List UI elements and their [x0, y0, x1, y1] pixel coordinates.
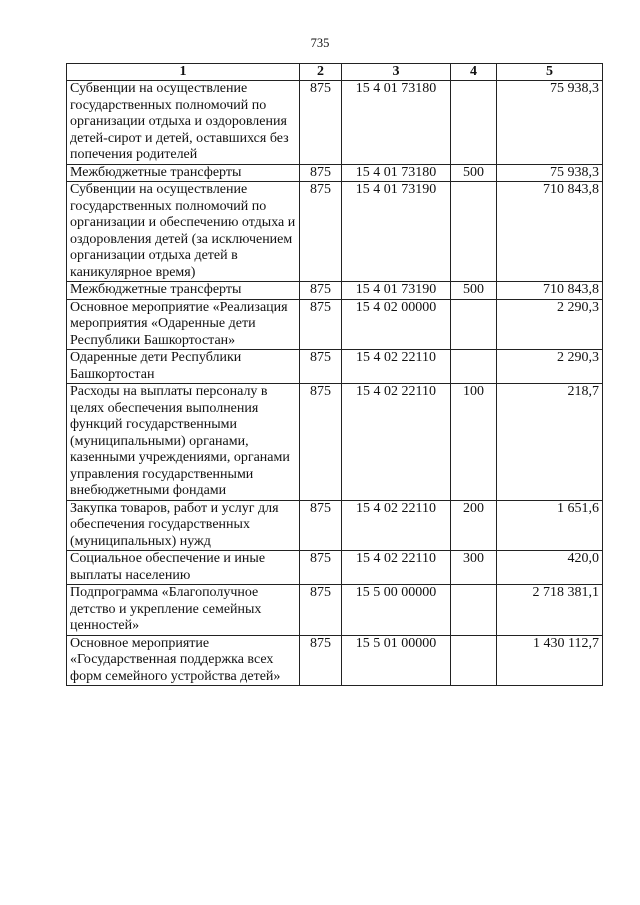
table-row	[67, 500, 603, 551]
cell-type	[451, 350, 497, 384]
cell-article: 15 4 02 22110	[342, 551, 451, 585]
header-col-1: 1	[67, 64, 300, 81]
cell-code: 875	[300, 585, 342, 636]
cell-type	[451, 299, 497, 350]
page-number: 735	[310, 36, 330, 50]
cell-name: Подпрограмма «Благополучное детство и укрепление семейных ценностей»	[67, 585, 300, 636]
cell-article: 15 4 02 22110	[342, 350, 451, 384]
cell-name: Субвенции на осуществление государственных полномочий по организации и обеспечению отдыха и оздоровления детей (за исключением организации отдыха детей в каникулярное время)	[67, 182, 300, 282]
cell-amount: 1 430 112,7	[497, 635, 603, 686]
cell-name: Основное мероприятие «Государственная поддержка всех форм семейного устройства детей»	[67, 635, 300, 686]
table-row	[67, 282, 603, 300]
cell-name: Межбюджетные трансферты	[67, 164, 300, 182]
cell-amount: 420,0	[497, 551, 603, 585]
table-row	[67, 585, 603, 636]
cell-article: 15 4 01 73190	[342, 282, 451, 300]
table-body	[67, 81, 603, 686]
cell-type: 500	[451, 164, 497, 182]
cell-article: 15 4 01 73180	[342, 81, 451, 165]
cell-code: 875	[300, 350, 342, 384]
cell-code: 875	[300, 299, 342, 350]
cell-type: 500	[451, 282, 497, 300]
cell-code: 875	[300, 164, 342, 182]
cell-type	[451, 81, 497, 165]
cell-article: 15 4 01 73180	[342, 164, 451, 182]
cell-article: 15 5 01 00000	[342, 635, 451, 686]
cell-code: 875	[300, 635, 342, 686]
cell-article: 15 4 02 22110	[342, 500, 451, 551]
header-col-3: 3	[342, 64, 451, 81]
cell-article: 15 4 02 00000	[342, 299, 451, 350]
table-row	[67, 350, 603, 384]
cell-type: 200	[451, 500, 497, 551]
cell-code: 875	[300, 384, 342, 501]
cell-code: 875	[300, 500, 342, 551]
cell-amount: 75 938,3	[497, 164, 603, 182]
cell-name: Межбюджетные трансферты	[67, 282, 300, 300]
budget-table	[66, 63, 603, 686]
cell-name: Расходы на выплаты персоналу в целях обеспечения выполнения функций государственными (муниципальными) органами, казенными учреждениями, органами управления государственными внебюджетными фондами	[67, 384, 300, 501]
table-row	[67, 551, 603, 585]
table-row	[67, 384, 603, 501]
cell-type	[451, 585, 497, 636]
table-row	[67, 299, 603, 350]
cell-name: Одаренные дети Республики Башкортостан	[67, 350, 300, 384]
cell-amount: 2 290,3	[497, 299, 603, 350]
cell-name: Субвенции на осуществление государственных полномочий по организации отдыха и оздоровления детей-сирот и детей, оставшихся без попечения родителей	[67, 81, 300, 165]
cell-amount: 2 718 381,1	[497, 585, 603, 636]
cell-name: Закупка товаров, работ и услуг для обеспечения государственных (муниципальных) нужд	[67, 500, 300, 551]
cell-code: 875	[300, 182, 342, 282]
table-row	[67, 81, 603, 165]
cell-amount: 2 290,3	[497, 350, 603, 384]
table-row	[67, 635, 603, 686]
cell-code: 875	[300, 81, 342, 165]
cell-article: 15 4 01 73190	[342, 182, 451, 282]
cell-amount: 710 843,8	[497, 182, 603, 282]
cell-article: 15 4 02 22110	[342, 384, 451, 501]
cell-name: Социальное обеспечение и иные выплаты населению	[67, 551, 300, 585]
cell-type: 300	[451, 551, 497, 585]
cell-code: 875	[300, 282, 342, 300]
header-col-5: 5	[497, 64, 603, 81]
header-row	[67, 64, 603, 81]
cell-amount: 1 651,6	[497, 500, 603, 551]
table-row	[67, 182, 603, 282]
cell-amount: 218,7	[497, 384, 603, 501]
cell-type	[451, 182, 497, 282]
cell-name: Основное мероприятие «Реализация мероприятия «Одаренные дети Республики Башкортостан»	[67, 299, 300, 350]
header-col-2: 2	[300, 64, 342, 81]
cell-amount: 75 938,3	[497, 81, 603, 165]
table-row	[67, 164, 603, 182]
header-col-4: 4	[451, 64, 497, 81]
cell-amount: 710 843,8	[497, 282, 603, 300]
cell-type: 100	[451, 384, 497, 501]
cell-article: 15 5 00 00000	[342, 585, 451, 636]
cell-type	[451, 635, 497, 686]
cell-code: 875	[300, 551, 342, 585]
